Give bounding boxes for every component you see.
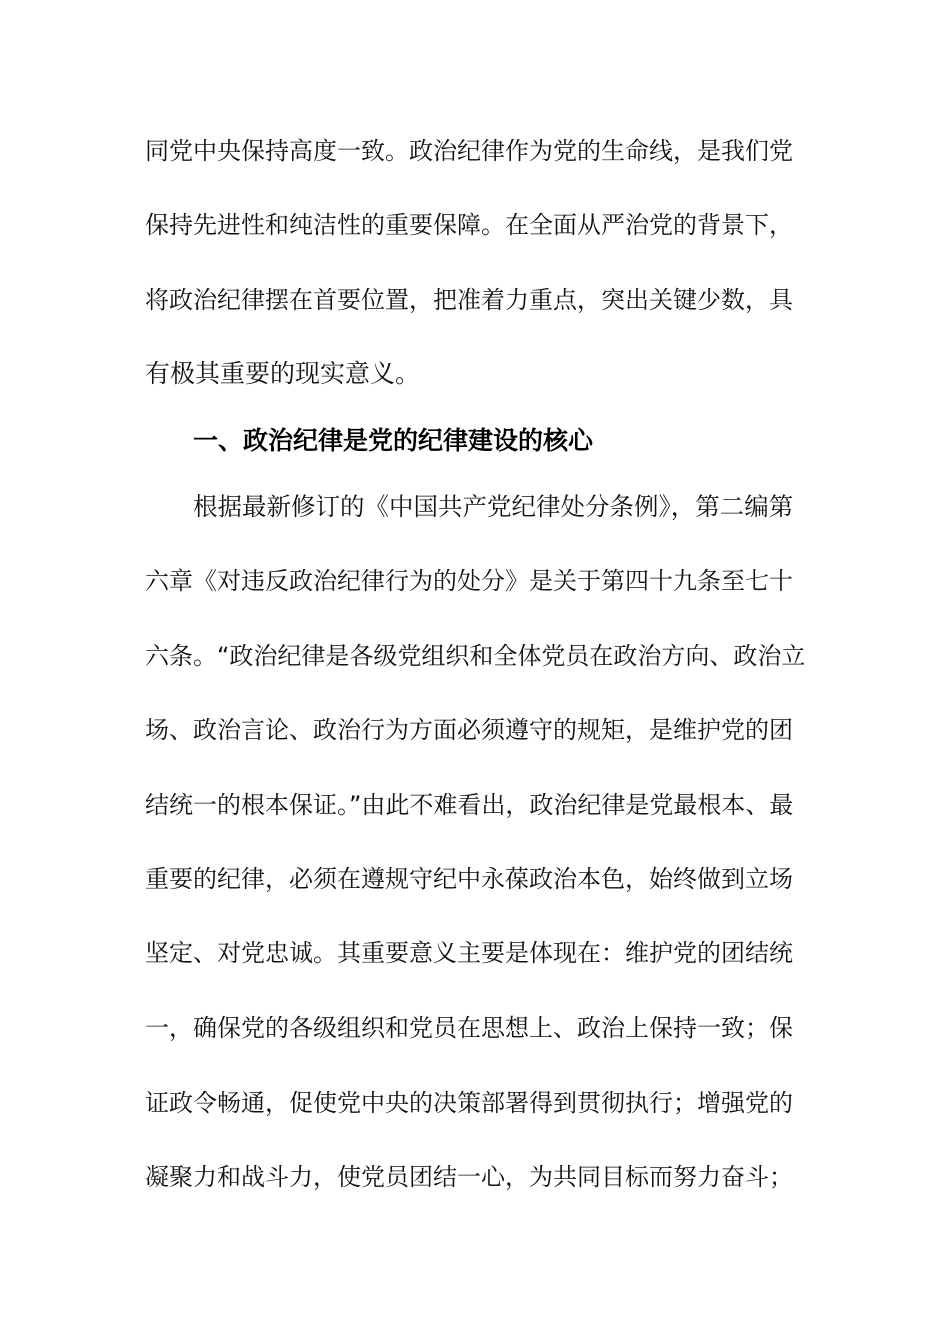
paragraph-line: 六条。“政治纪律是各级党组织和全体党员在政治方向、政治立 [145, 642, 806, 670]
text-line: 同党中央保持高度一致。政治纪律作为党的生命线，是我们党 [145, 137, 793, 165]
paragraph-line: 根据最新修订的《中国共产党纪律处分条例》，第二编第 [193, 492, 794, 521]
paragraph-line: 六章《对违反政治纪律行为的处分》是关于第四十九条至七十 [145, 567, 793, 595]
paragraph-line: 场、政治言论、政治行为方面必须遵守的规矩，是维护党的团 [145, 716, 793, 744]
paragraph-line: 坚定、对党忠诚。其重要意义主要是体现在：维护党的团结统 [145, 939, 793, 967]
text-line: 有极其重要的现实意义。 [145, 359, 421, 388]
paragraph-line: 结统一的根本保证。”由此不难看出，政治纪律是党最根本、最 [145, 791, 794, 819]
text-line: 保持先进性和纯洁性的重要保障。在全面从严治党的背景下， [145, 211, 793, 239]
paragraph-line: 一，确保党的各级组织和党员在思想上、政治上保持一致；保 [145, 1014, 793, 1042]
paragraph-line: 凝聚力和战斗力，使党员团结一心，为共同目标而努力奋斗； [145, 1163, 793, 1191]
text-line: 将政治纪律摆在首要位置，把准着力重点，突出关键少数，具 [145, 286, 793, 314]
paragraph-line: 重要的纪律，必须在遵规守纪中永葆政治本色，始终做到立场 [145, 865, 793, 893]
paragraph-line: 证政令畅通，促使党中央的决策部署得到贯彻执行；增强党的 [145, 1089, 793, 1117]
section-heading: 一、政治纪律是党的纪律建设的核心 [193, 426, 594, 455]
